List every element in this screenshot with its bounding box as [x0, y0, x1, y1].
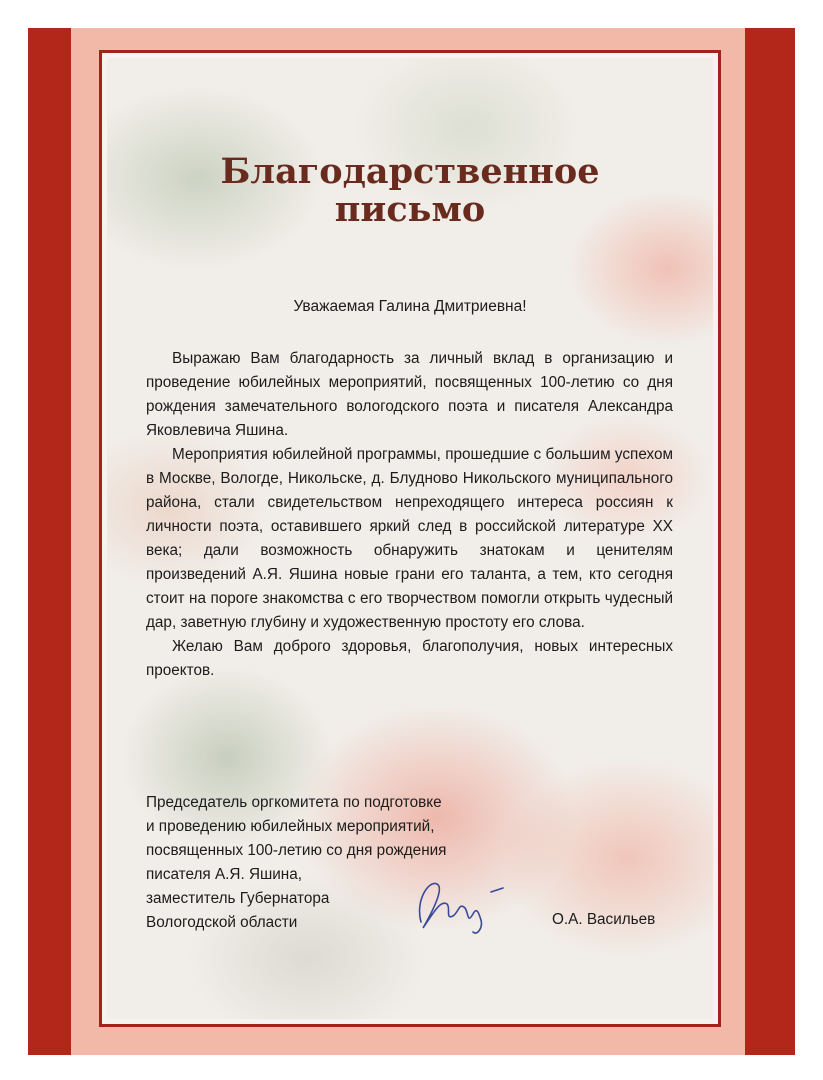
sig-line-4: писателя А.Я. Яшина,: [146, 866, 303, 883]
paragraph-gratitude: Выражаю Вам благодарность за личный вклад в организацию и проведение юбилейных мероприятий, посвященных 100-летию со дня рождения замечательного вологодского поэта и писателя Александра Яковлевича Яшина.: [146, 350, 673, 439]
title-line-1: Благодарственное: [220, 151, 600, 192]
sig-line-5: заместитель Губернатора: [146, 890, 330, 907]
sig-line-3: посвященных 100-летию со дня рождения: [146, 842, 447, 859]
sig-line-2: и проведению юбилейных мероприятий,: [146, 818, 435, 835]
letter-body: [146, 347, 673, 683]
paragraph-events: Мероприятия юбилейной программы, прошедшие с большим успехом в Москве, Вологде, Никольске, д. Блудново Никольского муниципального района, стали свидетельством непреходящего интереса россиян к личности поэта, оставившего яркий след в российской литературе XX века; дали возможность обнаружить знатокам и ценителям произведений А.Я. Яшина новые грани его таланта, а тем, кто сегодня стоит на пороге знакомства с его творчеством помогли открыть чудесный дар, заветную глубину и художественную простоту его слова.: [146, 446, 673, 631]
handwritten-signature: [407, 870, 517, 940]
title-line-2: письмо: [334, 189, 486, 230]
letter-sheet: [107, 58, 713, 1019]
greeting: Уважаемая Галина Дмитриевна!: [293, 298, 527, 315]
signer-name: О.А. Васильев: [552, 911, 656, 928]
sig-line-1: Председатель оргкомитета по подготовке: [146, 794, 442, 811]
sig-line-6: Вологодской области: [146, 914, 298, 931]
paragraph-wishes: Желаю Вам доброго здоровья, благополучия, новых интересных проектов.: [146, 638, 673, 679]
